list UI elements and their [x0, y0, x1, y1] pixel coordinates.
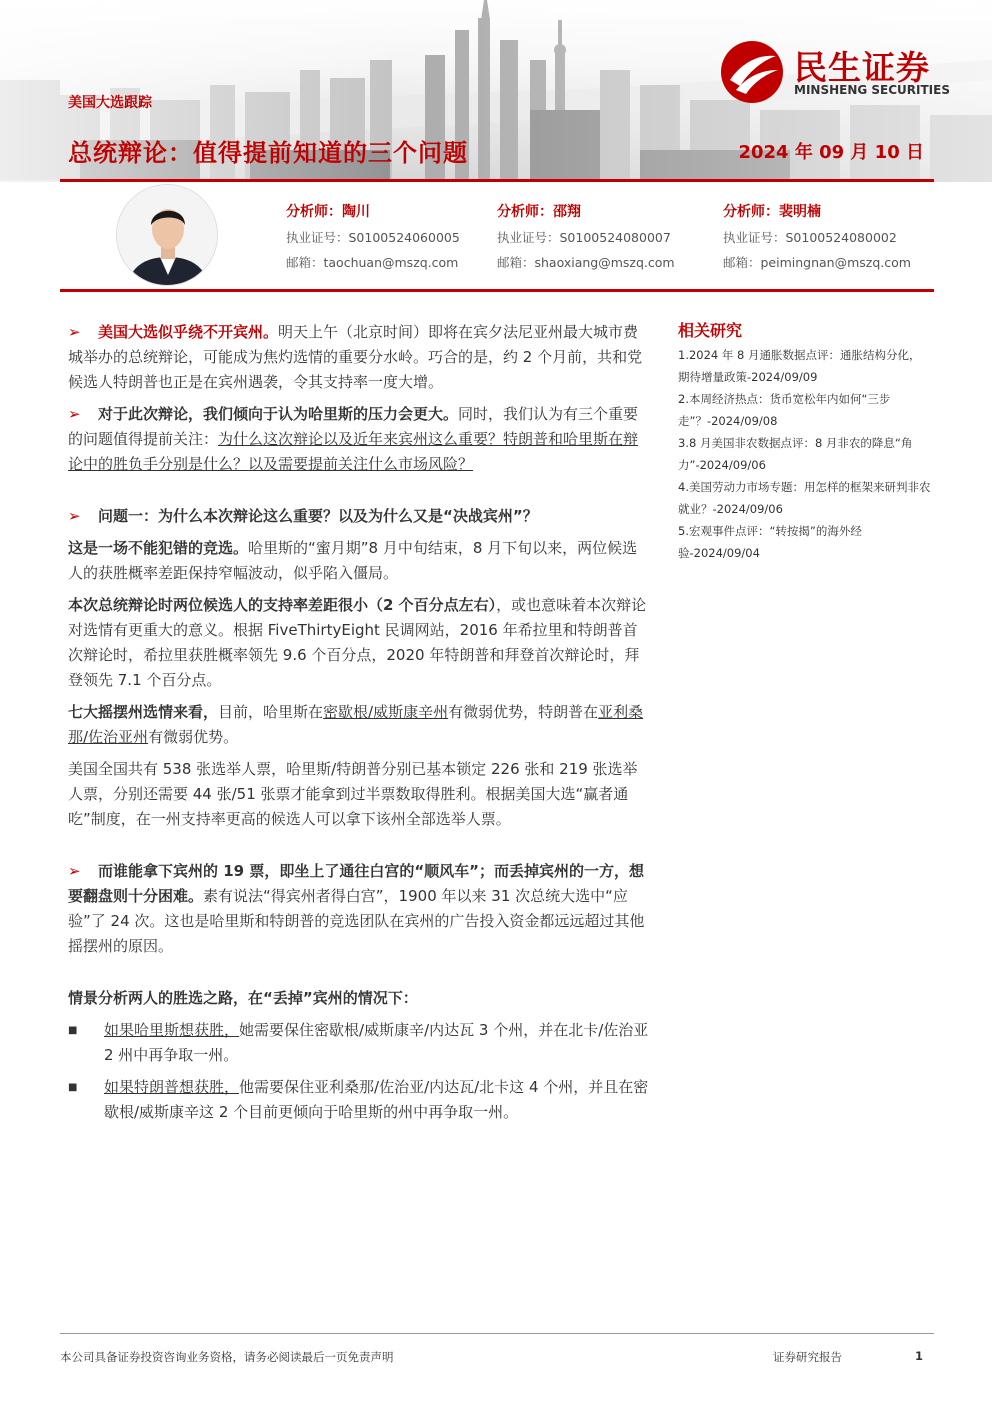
underlined-text: 如果特朗普想获胜，	[104, 1078, 240, 1096]
analyst-avatar	[116, 184, 218, 286]
related-research-item[interactable]: 1.2024 年 8 月通胀数据点评：通胀结构分化，期待增量政策-2024/09/09	[678, 348, 921, 384]
arrow-bullet-icon: ➢	[68, 862, 81, 880]
analyst-email[interactable]: 邮箱：taochuan@mszq.com	[286, 255, 459, 270]
square-bullet-icon: ■	[68, 1025, 78, 1036]
question-1-heading	[68, 504, 650, 529]
square-bullet-icon: ■	[68, 1082, 78, 1093]
logo-english-text: MINSHENG SECURITIES	[794, 83, 950, 97]
report-date: 2024 年 09 月 10 日	[738, 142, 924, 163]
underlined-text: 亚利桑那/佐治亚州	[68, 703, 644, 746]
logo-chinese-text: 民生证券	[794, 48, 930, 87]
underlined-text: 密歇根/威斯康辛州	[323, 703, 449, 721]
paragraph-6	[68, 757, 650, 832]
paragraph-4	[68, 593, 650, 693]
related-research-item[interactable]: 2.本周经济热点：货币宽松年内如何“三步走”？-2024/09/08	[678, 392, 891, 428]
paragraph-1	[68, 320, 650, 395]
analyst-cert: 执业证号：S0100524060005	[286, 230, 460, 245]
highlight-text: 本次总统辩论时两位候选人的支持率差距很小（2 个百分点左右）	[68, 596, 497, 614]
analyst-email[interactable]: 邮箱：peimingnan@mszq.com	[723, 255, 911, 270]
analyst-cert: 执业证号：S0100524080007	[497, 230, 671, 245]
scenario-bullet-1	[68, 1018, 650, 1068]
body-text: 素有说法“得宾州者得白宫”，1900 年以来 31 次总统大选中“应验”了 24 次。这也是哈里斯和特朗普的竞选团队在宾州的广告投入资金都远远超过其他摇摆州的原因。	[68, 887, 645, 955]
highlight-text: 这是一场不能犯错的竞选。	[68, 539, 249, 557]
paragraph-5	[68, 700, 650, 750]
arrow-bullet-icon: ➢	[68, 405, 81, 423]
related-research-item[interactable]: 3.8 月美国非农数据点评：8 月非农的降息“角力”-2024/09/06	[678, 436, 913, 472]
body-text: 明天上午（北京时间）即将在宾夕法尼亚州最大城市费城举办的总统辩论，可能成为焦灼选情的重要分水岭。巧合的是，约 2 个月前，共和党候选人特朗普也正是在宾州遇袭，令其支持率一度大增。	[68, 323, 643, 391]
section-heading: 情景分析两人的胜选之路，在“丢掉”宾州的情况下：	[68, 989, 418, 1007]
paragraph-2	[68, 402, 650, 477]
spacer	[68, 966, 650, 986]
report-series-label: 美国大选跟踪	[68, 95, 152, 111]
highlight-text: 对于此次辩论，我们倾向于认为哈里斯的压力会更大。	[98, 405, 459, 423]
underlined-text: 为什么这次辩论以及近年来宾州这么重要？特朗普和哈里斯在辩论中的胜负手分别是什么？以及需要提前关注什么市场风险？	[68, 430, 639, 473]
arrow-bullet-icon: ➢	[68, 507, 81, 525]
paragraph-3	[68, 536, 650, 586]
analyst-photo-icon	[117, 185, 218, 286]
footer-disclaimer: 本公司具备证券投资咨询业务资格，请务必阅读最后一页免责声明	[60, 1350, 394, 1364]
related-research-item[interactable]: 4.美国劳动力市场专题：用怎样的框架来研判非农就业？-2024/09/06	[678, 480, 931, 516]
header-divider	[60, 179, 934, 182]
highlight-text: 而谁能拿下宾州的 19 票，即坐上了通往白宫的“顺风车”；而丢掉宾州的一方，想要翻盘则十分困难。	[68, 862, 645, 905]
report-title: 总统辩论：值得提前知道的三个问题	[68, 139, 468, 167]
body-text: 美国全国共有 538 张选举人票，哈里斯/特朗普分别已基本锁定 226 张和 219 张选举人票，分别还需要 44 张/51 张票才能拿到过半票数取得胜利。根据美国大选“赢者通吃”制度，在一州支持率更高的候选人可以拿下该州全部选举人票。	[68, 760, 638, 828]
footer-divider	[60, 1333, 934, 1334]
highlight-text: 美国大选似乎绕不开宾州。	[98, 323, 279, 341]
related-research-item[interactable]: 5.宏观事件点评：“转按揭”的海外经验-2024/09/04	[678, 524, 862, 560]
body-text: 有微弱优势。	[148, 728, 239, 746]
paragraph-7	[68, 859, 650, 959]
report-body	[68, 320, 650, 1132]
analyst-cert: 执业证号：S0100524080002	[723, 230, 897, 245]
body-text: 她需要保住密歇根/威斯康辛/内达瓦 3 个州，并在北卡/佐治亚 2 州中再争取一州。	[104, 1021, 649, 1064]
underlined-text: 如果哈里斯想获胜，	[104, 1021, 240, 1039]
analyst-name: 分析师：邵翔	[497, 204, 581, 220]
analyst-name: 分析师：裴明楠	[723, 204, 821, 220]
body-text: 有微弱优势，特朗普在	[448, 703, 599, 721]
analyst-card-3	[723, 200, 911, 275]
page-number: 1	[915, 1349, 924, 1363]
body-text: 目前，哈里斯在	[218, 703, 324, 721]
body-text: 同时，我们认为有三个重要的问题值得提前关注：	[68, 405, 639, 448]
related-research-sidebar	[678, 320, 932, 564]
body-text: 他需要保住亚利桑那/佐治亚/内达瓦/北卡这 4 个州，并且在密歇根/威斯康辛这 2 个目前更倾向于哈里斯的州中再争取一州。	[104, 1078, 649, 1121]
highlight-text: 七大摇摆州选情来看，	[68, 703, 219, 721]
analyst-card-1	[286, 200, 460, 275]
analyst-name: 分析师：陶川	[286, 204, 370, 220]
spacer	[68, 484, 650, 504]
spacer	[68, 839, 650, 859]
report-header	[0, 0, 992, 182]
sidebar-title: 相关研究	[678, 321, 743, 340]
analyst-email[interactable]: 邮箱：shaoxiang@mszq.com	[497, 255, 675, 270]
analyst-divider	[60, 289, 934, 292]
body-text: ，或也意味着本次辩论对选情有更重大的意义。根据 FiveThirtyEight 民调网站，2016 年希拉里和特朗普首次辩论时，希拉里获胜概率领先 9.6 个百分点，2020 年特朗普和拜登首次辩论时，拜登领先 7.1 个百分点。	[68, 596, 647, 689]
scenario-bullet-2	[68, 1075, 650, 1125]
analyst-card-2	[497, 200, 675, 275]
arrow-bullet-icon: ➢	[68, 323, 81, 341]
footer-report-type: 证券研究报告	[773, 1350, 842, 1364]
minsheng-logo-icon	[720, 40, 784, 104]
body-text: 哈里斯的“蜜月期”8 月中旬结束，8 月下旬以来，两位候选人的获胜概率差距保持窄幅波动，似乎陷入僵局。	[68, 539, 638, 582]
company-logo	[720, 40, 970, 104]
scenario-heading	[68, 986, 650, 1011]
section-heading: 问题一：为什么本次辩论这么重要？以及为什么又是“决战宾州”？	[98, 507, 538, 525]
